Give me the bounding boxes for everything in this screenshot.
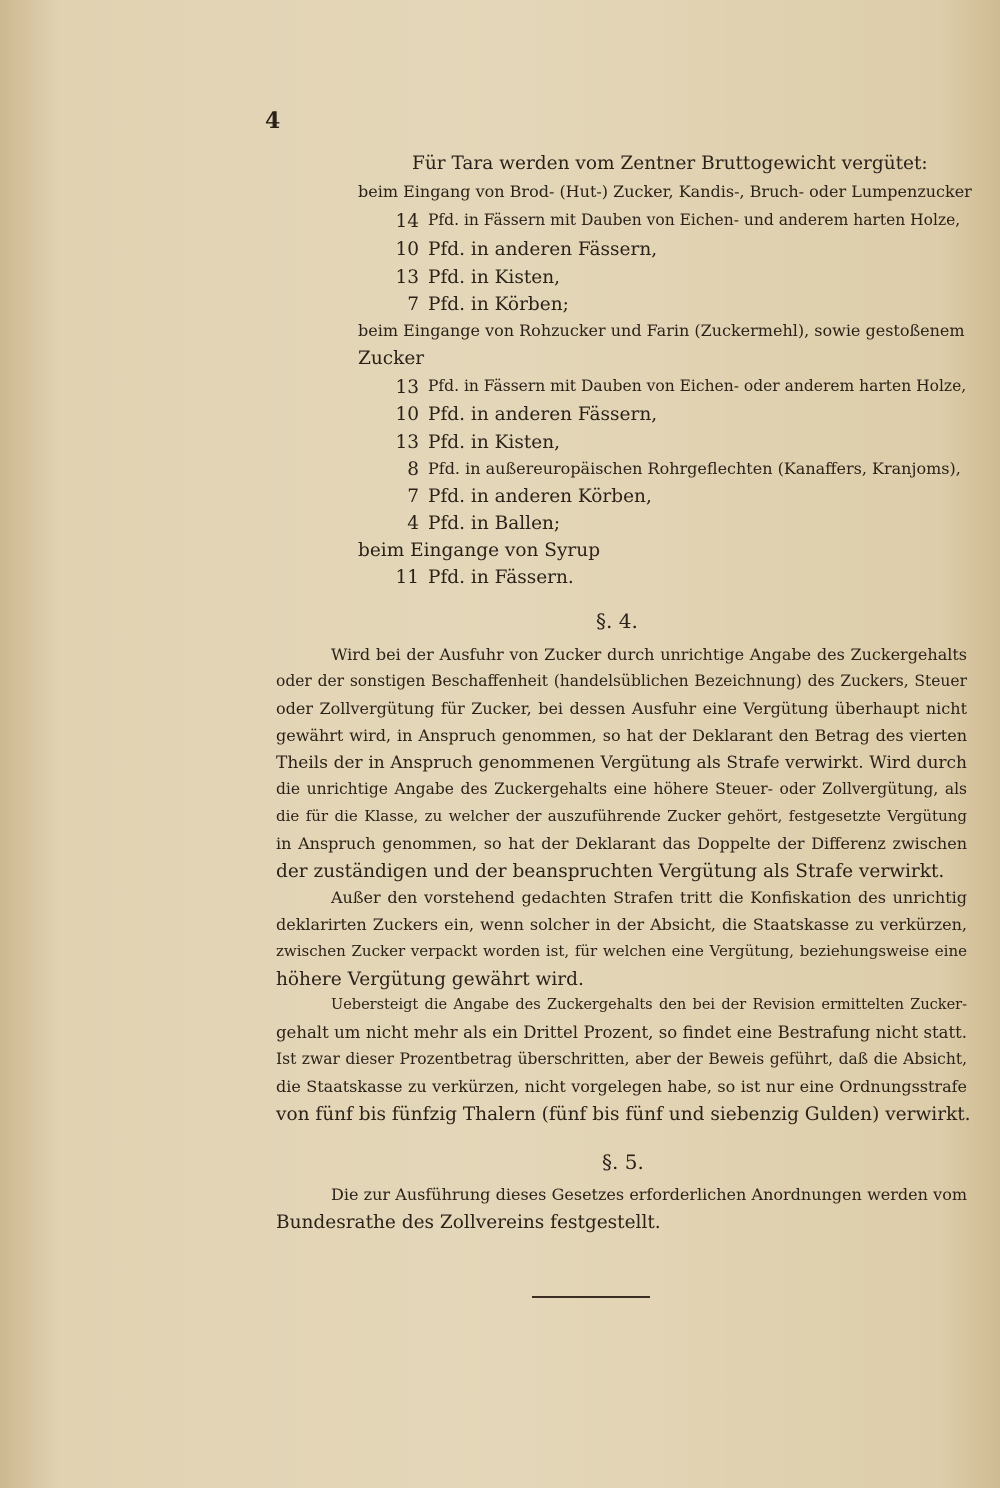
paragraph-line: höhere Vergütung gewährt wird. <box>276 969 584 990</box>
tara-item: Pfd. in Kisten, <box>428 432 561 453</box>
paragraph-line: Uebersteigt die Angabe des Zuckergehalts den bei der Revision ermittelten Zucker- <box>331 997 967 1013</box>
section-5-heading: §. 5. <box>602 1150 644 1174</box>
paragraph-line: die unrichtige Angabe des Zuckergehalts eine höhere Steuer- oder Zollvergütung, als <box>276 780 967 798</box>
tara-amount: 8 <box>407 459 419 480</box>
tara-amount: 14 <box>395 211 419 232</box>
page-number: 4 <box>265 108 281 134</box>
paragraph-line: in Anspruch genommen, so hat der Deklarant das Doppelte der Differenz zwischen <box>276 834 967 853</box>
tara-item: Pfd. in Fässern. <box>428 567 574 588</box>
tara-item: Pfd. in anderen Körben, <box>428 486 652 507</box>
paragraph-line: oder der sonstigen Beschaffenheit (handelsüblichen Bezeichnung) des Zuckers, Steuer <box>276 672 967 690</box>
tara-amount: 13 <box>395 377 419 398</box>
paragraph-line: von fünf bis fünfzig Thalern (fünf bis fünf und siebenzig Gulden) verwirkt. <box>276 1104 971 1125</box>
tara-item: Pfd. in Kisten, <box>428 267 561 288</box>
section-4-heading: §. 4. <box>596 609 638 633</box>
paragraph-line: die für die Klasse, zu welcher der auszuführende Zucker gehört, festgesetzte Vergütung <box>276 807 967 825</box>
paragraph-line: Wird bei der Ausfuhr von Zucker durch unrichtige Angabe des Zuckergehalts <box>331 645 967 664</box>
paragraph-line: Ist zwar dieser Prozentbetrag überschritten, aber der Beweis geführt, daß die Absicht, <box>276 1050 967 1068</box>
tara-amount: 7 <box>407 486 419 507</box>
tara-amount: 4 <box>407 513 419 534</box>
paragraph-line: die Staatskasse zu verkürzen, nicht vorgelegen habe, so ist nur eine Ordnungsstrafe <box>276 1077 967 1096</box>
paragraph-line: deklarirten Zuckers ein, wenn solcher in der Absicht, die Staatskasse zu verkürzen, <box>276 915 967 934</box>
paragraph-line: gehalt um nicht mehr als ein Drittel Prozent, so findet eine Bestrafung nicht statt. <box>276 1023 967 1042</box>
paragraph-line: Theils der in Anspruch genommenen Vergütung als Strafe verwirkt. Wird durch <box>276 753 967 773</box>
tara-group3-heading: beim Eingange von Syrup <box>358 540 601 561</box>
paragraph-line: zwischen Zucker verpackt worden ist, für welchen eine Vergütung, beziehungsweise eine <box>276 942 967 960</box>
paragraph-line: oder Zollvergütung für Zucker, bei dessen Ausfuhr eine Vergütung überhaupt nicht <box>276 699 967 718</box>
tara-item: Pfd. in Fässern mit Dauben von Eichen- und anderem harten Holze, <box>428 211 961 229</box>
tara-item: Pfd. in anderen Fässern, <box>428 239 658 260</box>
tara-group2-heading: beim Eingange von Rohzucker und Farin (Zuckermehl), sowie gestoßenem <box>358 321 965 340</box>
tara-intro: Für Tara werden vom Zentner Bruttogewicht vergütet: <box>412 153 928 174</box>
tara-amount: 10 <box>395 404 419 425</box>
paragraph-line: Die zur Ausführung dieses Gesetzes erforderlichen Anordnungen werden vom <box>331 1185 967 1204</box>
tara-amount: 13 <box>395 267 419 288</box>
paragraph-line: der zuständigen und der beanspruchten Vergütung als Strafe verwirkt. <box>276 861 945 882</box>
paragraph-line: gewährt wird, in Anspruch genommen, so hat der Deklarant den Betrag des vierten <box>276 726 967 745</box>
paragraph-line: Bundesrathe des Zollvereins festgestellt. <box>276 1212 661 1233</box>
paragraph-line: Außer den vorstehend gedachten Strafen tritt die Konfiskation des unrichtig <box>331 888 967 907</box>
tara-amount: 11 <box>395 567 419 588</box>
tara-item: Pfd. in Körben; <box>428 294 569 315</box>
tara-amount: 13 <box>395 432 419 453</box>
tara-amount: 10 <box>395 239 419 260</box>
tara-amount: 7 <box>407 294 419 315</box>
closing-rule <box>532 1296 650 1298</box>
tara-item: Pfd. in anderen Fässern, <box>428 404 658 425</box>
tara-item: Pfd. in Fässern mit Dauben von Eichen- oder anderem harten Holze, <box>428 377 967 395</box>
tara-group2-heading-cont: Zucker <box>358 348 425 369</box>
tara-group1-heading: beim Eingang von Brod- (Hut-) Zucker, Kandis-, Bruch- oder Lumpenzucker <box>358 182 972 201</box>
tara-item: Pfd. in Ballen; <box>428 513 561 534</box>
tara-item: Pfd. in außereuropäischen Rohrgeflechten (Kanaffers, Kranjoms), <box>428 459 961 478</box>
